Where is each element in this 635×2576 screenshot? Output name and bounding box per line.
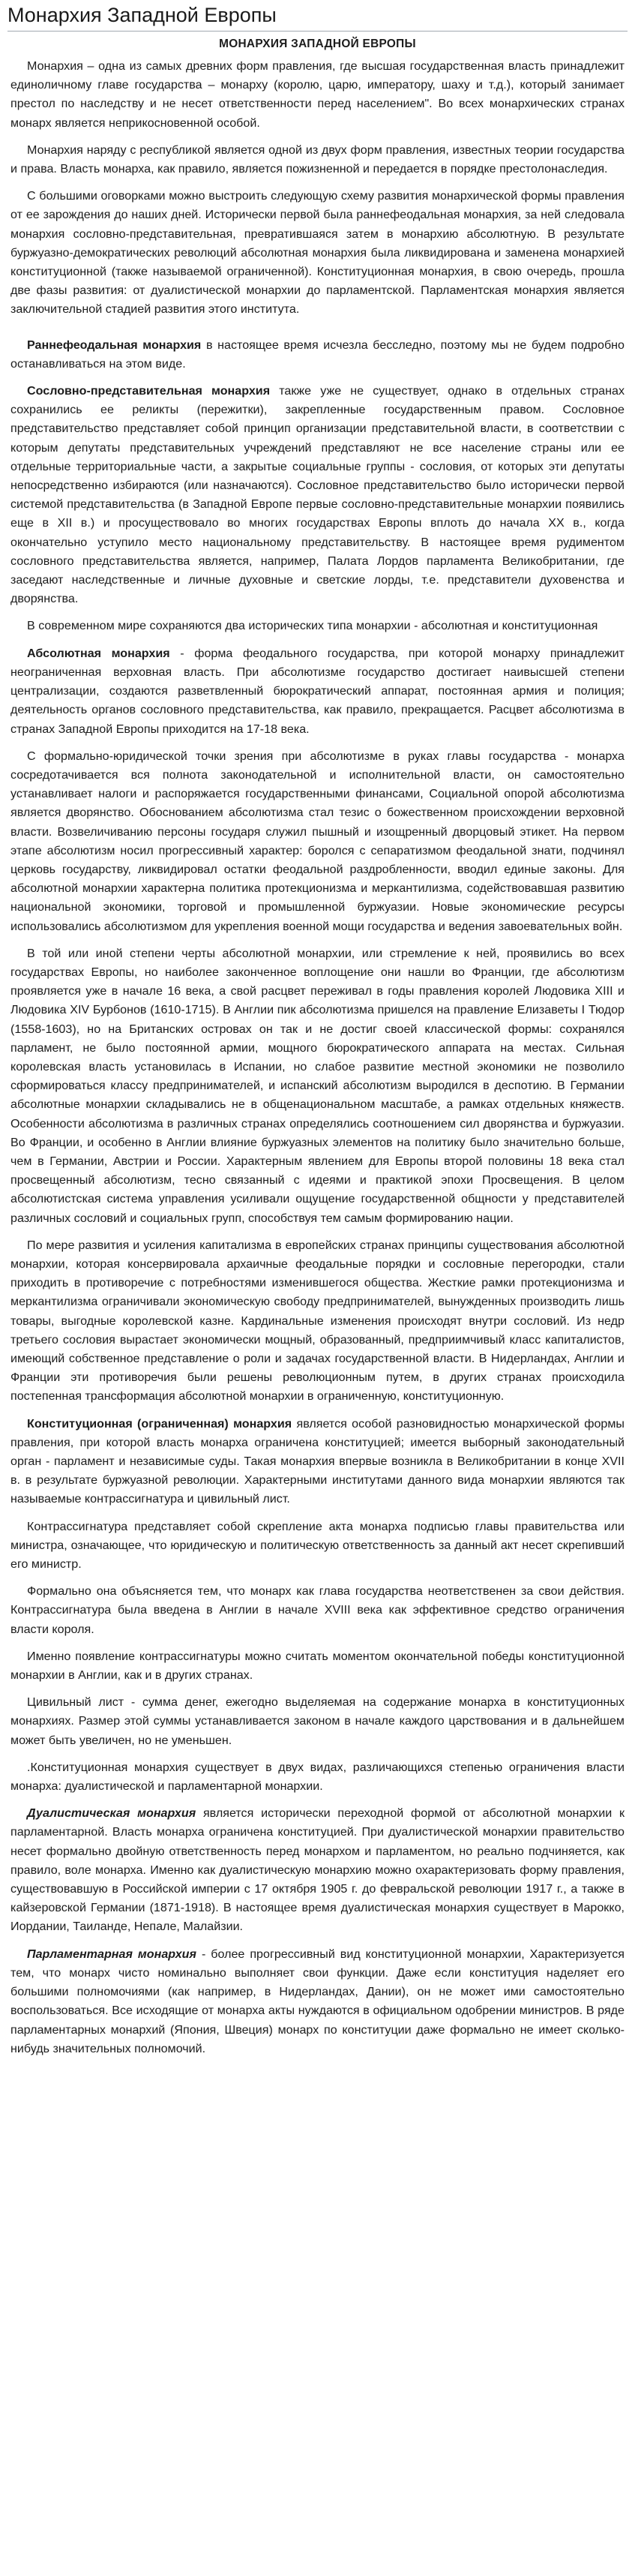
paragraph [10, 1236, 625, 1407]
page-title: Монархия Западной Европы [7, 4, 277, 26]
paragraph [10, 336, 625, 374]
paragraph-text: .Конституционная монархия существует в двух видах, различающихся степенью ограничения власти монарха: дуалистической и парламентарной монархии. [10, 1760, 625, 1794]
paragraph-text: - более прогрессивный вид конституционной монархии, Характеризуется тем, что монарх чисто номинально выполняет свои функции. Даже если конституция наделяет его большими полномочиями (как например, в Нидерландах, Дании), он не может ими самостоятельно воспользоваться. Все исходящие от монарха акты нуждаются в официальном одобрении министров. В ряде парламентарных монархий (Япония, Швеция) монарх по конституции даже формально не имеет сколько-нибудь значительных полномочий. [10, 1947, 625, 2055]
paragraph-text: В той или иной степени черты абсолютной монархии, или стремление к ней, проявились во всех государствах Европы, но наиболее законченное воплощение они нашли во Франции, где абсолютизм проявляется уже в начале 16 века, а свой расцвет переживал в годы правления королей Людовика XIII и Людовика XIV Бурбонов (1610-1715). В Англии пик абсолютизма пришелся на правление Елизаветы I Тюдор (1558-1603), но на Британских островах он так и не достиг своей классической формы: сохранялся парламент, не было постоянной армии, мощного бюрократического аппарата на местах. Сильная королевская власть установилась в Испании, но слабое развитие местной экономики не позволило сформироваться классу предпринимателей, и испанский абсолютизм выродился в деспотию. В Германии абсолютные монархии складывались не в общенациональном масштабе, а рамках отдельных княжеств. Особенности абсолютизма в различных странах определялись соотношением сил дворянства и буржуазии. Во Франции, и особенно в Англии влияние буржуазных элементов на политику было значительно больше, чем в Германии, Австрии и России. Характерным явлением для Европы второй половины 18 века стал просвещенный абсолютизм, тесно связанный с идеями и практикой эпохи Просвещения. В целом абсолютистская система управления усиливали ощущение государственной общности у представителей различных сословий и социальных групп, способствуя тем самым формированию нации. [10, 946, 625, 1225]
paragraph [10, 141, 625, 179]
paragraph-text: - форма феодального государства, при которой монарху принадлежит неограниченная верховная власть. При абсолютизме государство достигает наивысшей степени централизации, создаются разветвленный бюрократический аппарат, постоянная армия и полиция; деятельность органов сословного представительства, как правило, прекращается. Расцвет абсолютизма в странах Западной Европы приходится на 17-18 века. [10, 646, 625, 736]
paragraph-text: является исторически переходной формой от абсолютной монархии к парламентарной. Власть монарха ограничена конституцией. При дуалистической монархии правительство несет формально двойную ответственность перед монархом и парламентом, но реально подчиняется, как правило, воле монарха. Именно как дуалистическую монархию можно охарактеризовать форму правления, существовавшую в Российской империи с 17 октября 1905 г. до февральской революции 1917 г., а также в кайзеровской Германии (1871-1918). В настоящее время дуалистическая монархия существует в Марокко, Иордании, Таиланде, Непале, Малайзии. [10, 1806, 625, 1934]
paragraph [10, 1693, 625, 1750]
paragraph-lead-term: Дуалистическая монархия [27, 1806, 196, 1821]
paragraph [10, 644, 625, 739]
paragraph [10, 1804, 625, 1936]
paragraph-text: Монархия – одна из самых древних форм правления, где высшая государственная власть принадлежит единоличному главе государства – монарху (королю, царю, императору, шаху и т.д.), который занимает престол по наследству и не несет ответственности перед населением". Во всех монархических странах монарх является неприкосновенной особой. [10, 59, 625, 130]
paragraph-lead-term: Парламентарная монархия [27, 1947, 196, 1961]
paragraph [10, 1415, 625, 1509]
article-body [7, 57, 628, 2058]
title-divider [7, 31, 628, 32]
paragraph-lead-term: Абсолютная монархия [27, 646, 170, 660]
section-heading: МОНАРХИЯ ЗАПАДНОЙ ЕВРОПЫ [219, 38, 416, 50]
paragraph [10, 1647, 625, 1685]
paragraph-text: Монархия наряду с республикой является одной из двух форм правления, известных теории государства и права. Власть монарха, как правило, является пожизненной и передается в порядке престолонаследия. [10, 143, 625, 176]
paragraph [10, 57, 625, 133]
paragraph [10, 747, 625, 936]
paragraph-lead-term: Конституционная (ограниченная) монархия [27, 1416, 292, 1431]
paragraph-text: в настоящее время исчезла бесследно, поэтому мы не будем подробно останавливаться на этом виде. [10, 338, 625, 371]
paragraph-text: В современном мире сохраняются два исторических типа монархии - абсолютная и конституционная [27, 619, 598, 633]
paragraph-text: Контрассигнатура представляет собой скрепление акта монарха подписью главы правительства или министра, означающее, что юридическую и политическую ответственность за данный акт несет скрепивший его министр. [10, 1519, 625, 1572]
paragraph-text: является особой разновидностью монархической формы правления, при которой власть монарха ограничена конституцией; имеется выборный законодательный орган - парламент и независимые суды. Такая монархия впервые возникла в Великобритании в конце XVII в. в результате буржуазной революции. Характерными институтами данного вида монархии являются так называемые контрассигнатура и цивильный лист. [10, 1416, 625, 1506]
paragraph [10, 1582, 625, 1639]
paragraph [10, 1758, 625, 1796]
paragraph-text: С большими оговорками можно выстроить следующую схему развития монархической формы правления от ее зарождения до наших дней. Исторически первой была раннефеодальная монархия, за ней следовала монархия сословно-представительная, превратившаяся затем в монархию абсолютную. В результате буржуазно-демократических революций абсолютная монархия была ликвидирована и заменена монархией конституционной (также называемой ограниченной). Конституционная монархия, в свою очередь, прошла две фазы развития: от дуалистической монархии до парламентской. Парламентская монархия является заключительной стадией развития этого института. [10, 189, 625, 317]
paragraph [10, 1945, 625, 2058]
paragraph [10, 617, 625, 635]
paragraph [10, 944, 625, 1228]
paragraph-text: По мере развития и усиления капитализма в европейских странах принципы существования абсолютной монархии, которая консервировала архаичные феодальные порядки и сословные перегородки, стали приходить в противоречие с потребностями изменившегося общества. Жесткие рамки протекционизма и меркантилизма ограничивали экономическую свободу предпринимателей, вынужденных производить лишь товары, выгодные королевской казне. Кардинальные изменения происходят внутри сословий. Из недр третьего сословия вырастает экономически мощный, образованный, предприимчивый класс капиталистов, имеющий собственное представление о роли и задачах государственной власти. В Нидерландах, Англии и Франции эти противоречия были решены революционным путем, в других странах происходила постепенная трансформация абсолютной монархии в ограниченную, конституционную. [10, 1238, 625, 1404]
paragraph-text: также уже не существует, однако в отдельных странах сохранились ее реликты (пережитки), закрепленные государственным правом. Сословное представительство представляет собой принцип организации представительной власти, в соответствии с которым депутаты представительных учреждений представляют не все население страны или ее отдельные территориальные части, а закрытые социальные группы - сословия, от которых эти депутаты непосредственно избираются (или назначаются). Сословное представительство было исторически первой системой представительства (в Западной Европе первые сословно-представительные монархии появились еще в XII в.) и просуществовало во многих государствах Европы вплоть до начала XX в., когда окончательно уступило место национальному представительству. В настоящее время рудиментом сословного представительства является, например, Палата Лордов парламента Великобритании, где заседают наследственные и личные духовные и светские лорды, т.е. представители духовенства и дворянства. [10, 384, 625, 606]
paragraph-text: Именно появление контрассигнатуры можно считать моментом окончательной победы конституционной монархии в Англии, как и в других странах. [10, 1649, 625, 1683]
paragraph [10, 187, 625, 319]
paragraph-lead-term: Раннефеодальная монархия [27, 338, 202, 352]
paragraph-text: С формально-юридической точки зрения при абсолютизме в руках главы государства - монарха сосредотачивается вся полнота законодательной и исполнительной власти, он самостоятельно устанавливает налоги и распоряжается государственными финансами, Социальной опорой абсолютизма является дворянство. Обоснованием абсолютизма стал тезис о божественном происхождении верховной власти. Возвеличиванию персоны государя служил пышный и изощренный дворцовый этикет. На первом этапе абсолютизм носил прогрессивный характер: боролся с сепаратизмом феодальной знати, подчинял церковь государству, ликвидировал остатки феодальной раздробленности, вводил единые законы. Для абсолютной монархии характерна политика протекционизма и меркантилизма, содействовавшая развитию национальной экономики, торговой и промышленной буржуазии. Новые экономические ресурсы использовались абсолютизмом для укрепления военной мощи государства и ведения завоевательных войн. [10, 749, 625, 933]
paragraph [10, 1518, 625, 1575]
paragraph-text: Цивильный лист - сумма денег, ежегодно выделяемая на содержание монарха в конституционных монархиях. Размер этой суммы устанавливается законом в начале каждого царствования и в дальнейшем может быть увеличен, но не уменьшен. [10, 1695, 625, 1747]
paragraph [10, 382, 625, 608]
paragraph-lead-term: Сословно-представительная монархия [27, 384, 271, 398]
paragraph-text: Формально она объясняется тем, что монарх как глава государства неответственен за свои действия. Контрассигнатура была введена в Англии в начале XVIII века как эффективное средство ограничения власти короля. [10, 1584, 625, 1636]
